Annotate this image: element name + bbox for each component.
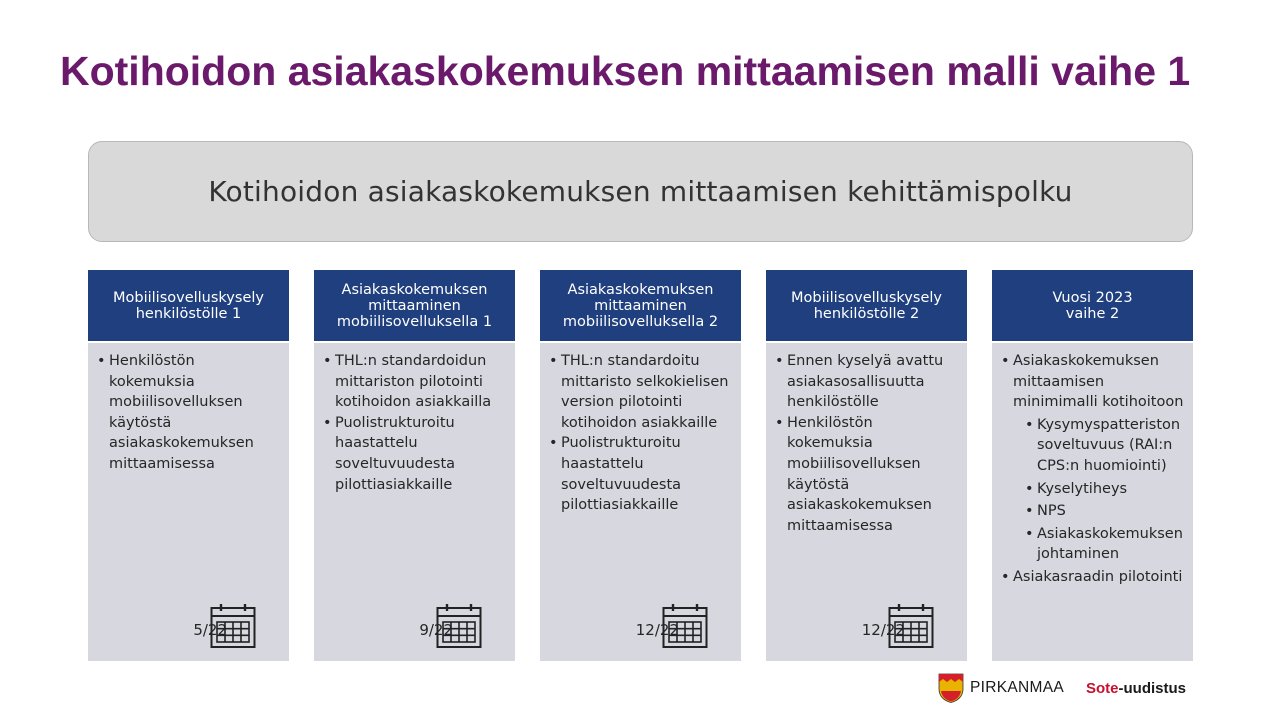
list-item: • Puolistrukturoitu haastattelu soveltuvuudesta pilottiasiakkaille (323, 413, 507, 495)
footer-logos (938, 672, 1186, 704)
sub-list-item: • Kyselytiheys (1025, 479, 1185, 500)
stage-date: 12/22 (861, 621, 905, 639)
list-item: • Ennen kyselyä avattu asiakasosallisuutta henkilöstölle (775, 351, 959, 413)
stage-card-1 (88, 270, 289, 661)
sub-list-item: • NPS (1025, 501, 1185, 522)
stage-card-header: Asiakaskokemuksen mittaaminen mobiilisovelluksella 1 (314, 270, 515, 343)
page-title: Kotihoidon asiakaskokemuksen mittaamisen malli vaihe 1 (60, 48, 1191, 94)
stage-date: 9/22 (419, 621, 453, 639)
stage-card-body (992, 343, 1193, 588)
stage-card-3 (540, 270, 741, 661)
calendar-icon (210, 603, 256, 649)
stage-card-body (540, 343, 741, 516)
calendar-icon (662, 603, 708, 649)
stage-date: 5/22 (193, 621, 227, 639)
list-item: • THL:n standardoitu mittaristo selkokielisen version pilotointi kotihoidon asiakkaille (549, 351, 733, 433)
stage-card-4 (766, 270, 967, 661)
stage-date: 12/22 (635, 621, 679, 639)
stage-card-header: Mobiilisovelluskysely henkilöstölle 2 (766, 270, 967, 343)
pirkanmaa-logo-text: PIRKANMAA (970, 679, 1064, 696)
stage-card-body (766, 343, 967, 536)
stage-card-header: Vuosi 2023 vaihe 2 (992, 270, 1193, 343)
list-item: • THL:n standardoidun mittariston pilotointi kotihoidon asiakkailla (323, 351, 507, 413)
stage-card-body (314, 343, 515, 495)
pirkanmaa-coat-of-arms-icon (938, 673, 964, 703)
list-item: • Asiakasraadin pilotointi (1001, 567, 1185, 588)
stage-card-5 (992, 270, 1193, 661)
sote-uudistus-logo: Sote-uudistus (1086, 679, 1187, 697)
calendar-icon (436, 603, 482, 649)
list-item: • Puolistrukturoitu haastattelu soveltuvuudesta pilottiasiakkaille (549, 433, 733, 515)
stage-card-2 (314, 270, 515, 661)
stage-card-header: Mobiilisovelluskysely henkilöstölle 1 (88, 270, 289, 343)
stage-card-body (88, 343, 289, 475)
sub-list-item: • Asiakaskokemuksen johtaminen (1025, 524, 1185, 565)
list-item: • Henkilöstön kokemuksia mobiilisovelluksen käytöstä asiakaskokemuksen mittaamisessa (97, 351, 281, 475)
sub-list (1013, 415, 1185, 565)
sub-list-item: • Kysymyspatteriston soveltuvuus (RAI:n CPS:n huomiointi) (1025, 415, 1185, 477)
list-item: • Asiakaskokemuksen mittaamisen minimimalli kotihoitoon • Kysymyspatteriston soveltuvuus (RAI:n CPS:n huomiointi) • Kyselytiheys • NPS • Asiakaskokemuksen johtaminen (1001, 351, 1185, 565)
list-item: • Henkilöstön kokemuksia mobiilisovelluksen käytöstä asiakaskokemuksen mittaamisessa (775, 413, 959, 537)
calendar-icon (888, 603, 934, 649)
development-path-banner (88, 141, 1193, 242)
banner-text: Kotihoidon asiakaskokemuksen mittaamisen kehittämispolku (208, 175, 1073, 208)
stage-card-header: Asiakaskokemuksen mittaaminen mobiilisovelluksella 2 (540, 270, 741, 343)
